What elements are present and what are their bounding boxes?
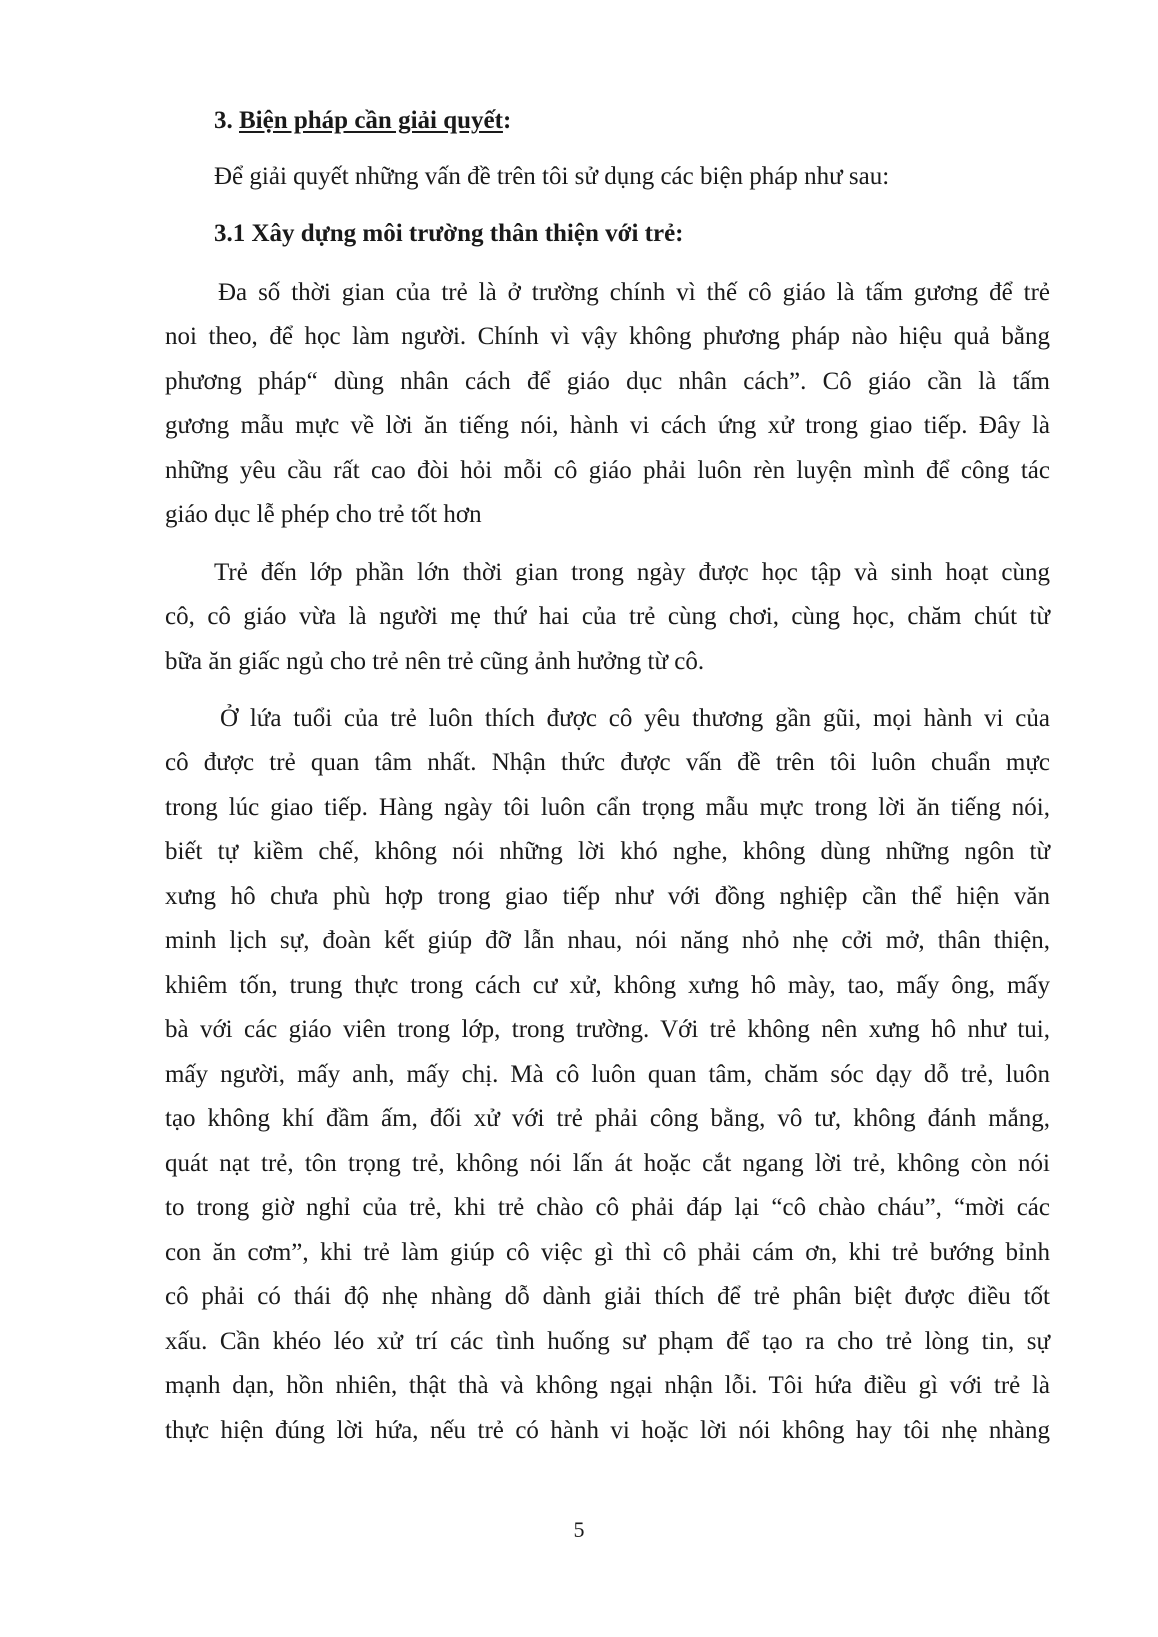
text-line: mạnh dạn, hồn nhiên, thật thà và không ngại nhận lỗi. Tôi hứa điều gì với trẻ là xyxy=(165,1372,1050,1399)
text-line: mấy người, mấy anh, mấy chị. Mà cô luôn quan tâm, chăm sóc dạy dỗ trẻ, luôn xyxy=(165,1061,1050,1088)
text-line: những yêu cầu rất cao đòi hỏi mỗi cô giáo phải luôn rèn luyện mình để công tác xyxy=(165,457,1050,484)
text-line: minh lịch sự, đoàn kết giúp đỡ lẫn nhau, nói năng nhỏ nhẹ cởi mở, thân thiện, xyxy=(165,927,1050,954)
text-line: to trong giờ nghỉ của trẻ, khi trẻ chào cô phải đáp lại “cô chào cháu”, “mời các xyxy=(165,1194,1050,1221)
section-colon: : xyxy=(502,107,512,134)
text-line: xấu. Cần khéo léo xử trí các tình huống sư phạm để tạo ra cho trẻ lòng tin, sự xyxy=(165,1328,1050,1355)
section-number: 3. xyxy=(214,107,239,134)
text-line: noi theo, để học làm người. Chính vì vậy không phương pháp nào hiệu quả bằng xyxy=(165,323,1050,350)
text-line: cô phải có thái độ nhẹ nhàng dỗ dành giải thích để trẻ phân biệt được điều tốt xyxy=(165,1283,1050,1310)
text-line: phương pháp“ dùng nhân cách để giáo dục nhân cách”. Cô giáo cần là tấm xyxy=(165,368,1050,395)
section-title: Biện pháp cần giải quyết xyxy=(239,107,503,134)
section-heading xyxy=(214,106,1099,136)
text-line: giáo dục lễ phép cho trẻ tốt hơn xyxy=(165,501,482,528)
text-line: bữa ăn giấc ngủ cho trẻ nên trẻ cũng ảnh hưởng từ cô. xyxy=(165,648,705,675)
text-line: biết tự kiềm chế, không nói những lời khó nghe, không dùng những ngôn từ xyxy=(165,838,1050,865)
text-line: xưng hô chưa phù hợp trong giao tiếp như với đồng nghiệp cần thể hiện văn xyxy=(165,883,1050,910)
text-line: gương mẫu mực về lời ăn tiếng nói, hành vi cách ứng xử trong giao tiếp. Đây là xyxy=(165,412,1050,439)
text-line: quát nạt trẻ, tôn trọng trẻ, không nói lấn át hoặc cắt ngang lời trẻ, không còn nói xyxy=(165,1150,1050,1177)
text-line: bà với các giáo viên trong lớp, trong trường. Với trẻ không nên xưng hô như tui, xyxy=(165,1016,1050,1043)
text-line: khiêm tốn, trung thực trong cách cư xử, không xưng hô mày, tao, mấy ông, mấy xyxy=(165,972,1050,999)
text-line: cô, cô giáo vừa là người mẹ thứ hai của trẻ cùng chơi, cùng học, chăm chút từ xyxy=(165,603,1050,630)
page-number: 5 xyxy=(573,1517,585,1542)
text-line: tạo không khí đầm ấm, đối xử với trẻ phải công bằng, vô tư, không đánh mắng, xyxy=(165,1105,1050,1132)
text-line: cô được trẻ quan tâm nhất. Nhận thức được vấn đề trên tôi luôn chuẩn mực xyxy=(165,749,1050,776)
text-line: thực hiện đúng lời hứa, nếu trẻ có hành vi hoặc lời nói không hay tôi nhẹ nhàng xyxy=(165,1417,1050,1444)
text-line: trong lúc giao tiếp. Hàng ngày tôi luôn cẩn trọng mẫu mực trong lời ăn tiếng nói, xyxy=(165,794,1050,821)
text-line: Ở lứa tuổi của trẻ luôn thích được cô yêu thương gần gũi, mọi hành vi của xyxy=(220,705,1050,732)
subsection-heading: 3.1 Xây dựng môi trường thân thiện với trẻ: xyxy=(214,220,684,247)
text-line: con ăn cơm”, khi trẻ làm giúp cô việc gì thì cô phải cám ơn, khi trẻ bướng bỉnh xyxy=(165,1239,1050,1266)
text-line: Đa số thời gian của trẻ là ở trường chính vì thế cô giáo là tấm gương để trẻ xyxy=(218,279,1050,306)
text-line: Trẻ đến lớp phần lớn thời gian trong ngày được học tập và sinh hoạt cùng xyxy=(214,559,1050,586)
intro-sentence: Để giải quyết những vấn đề trên tôi sử dụng các biện pháp như sau: xyxy=(214,163,890,190)
